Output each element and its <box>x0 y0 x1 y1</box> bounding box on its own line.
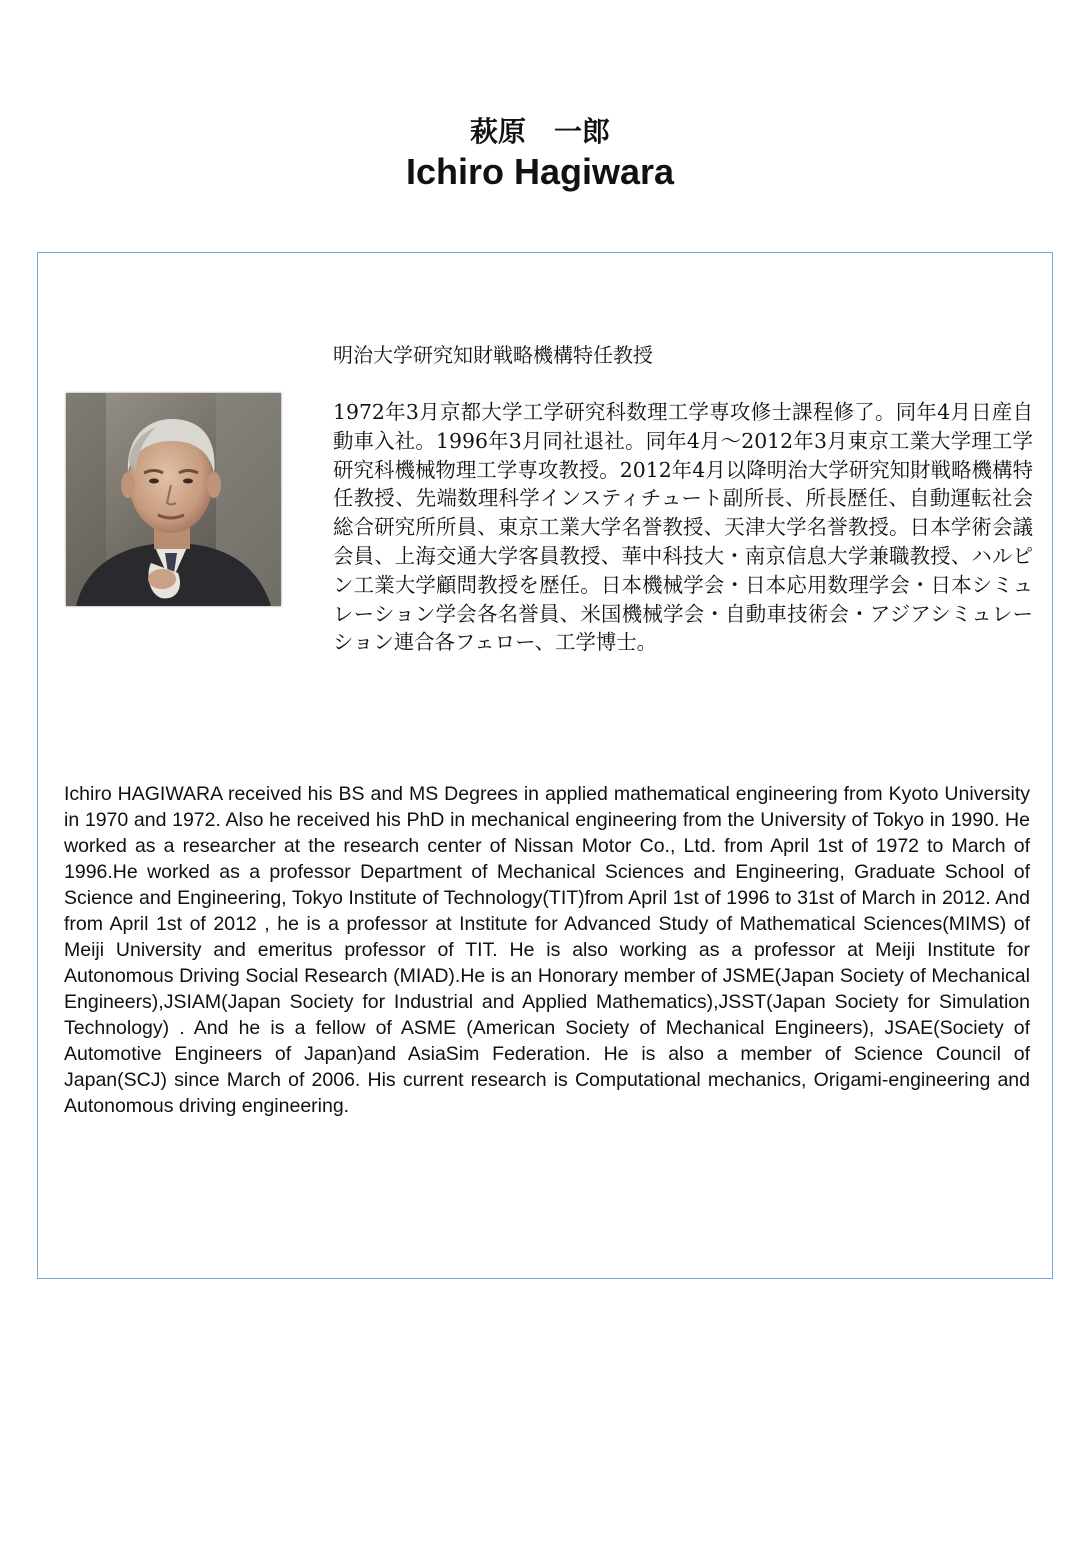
biography-english: Ichiro HAGIWARA received his BS and MS Degrees in applied mathematical engineering from Kyoto University in 1970 and 1972. Also he received his PhD in mechanical engineering from the University of Tokyo in 1990. He worked as a researcher at the research center of Nissan Motor Co., Ltd. from April 1st of 1972 to March of 1996.He worked as a professor Department of Mechanical Sciences and Engineering, Graduate School of Science and Engineering, Tokyo Institute of Technology(TIT)from April 1st of 1996 to 31st of March in 2012. And from April 1st of 2012 , he is a professor at Institute for Advanced Study of Mathematical Sciences(MIMS) of Meiji University and emeritus professor of TIT. He is also working as a professor at Meiji Institute for Autonomous Driving Social Research (MIAD).He is an Honorary member of JSME(Japan Society of Mechanical Engineers),JSIAM(Japan Society for Industrial and Applied Mathematics),JSST(Japan Society for Simulation Technology) . And he is a fellow of ASME (American Society of Mechanical Engineers), JSAE(Society of Automotive Engineers of Japan)and AsiaSim Federation. He is also a member of Science Council of Japan(SCJ) since March of 2006. His current research is Computational mechanics, Origami-engineering and Autonomous driving engineering. <box>64 783 1030 1117</box>
name-english: Ichiro Hagiwara <box>405 151 675 192</box>
biography-japanese: 1972年3月京都大学工学研究科数理工学専攻修士課程修了。同年4月日産自動車入社。1996年3月同社退社。同年4月～2012年3月東京工業大学理工学研究科機械物理工学専攻教授。2012年4月以降明治大学研究知財戦略機構特任教授、先端数理科学インスティチュート副所長、所長歴任、自動運転社会総合研究所所員、東京工業大学名誉教授、天津大学名誉教授。日本学術会議会員、上海交通大学客員教授、華中科技大・南京信息大学兼職教授、ハルピン工業大学顧問教授を歴任。日本機械学会・日本応用数理学会・日本シミュレーション学会各名誉員、米国機械学会・自動車技術会・アジアシミュレーション連合各フェロー、工学博士。 <box>333 400 1033 655</box>
biography-box <box>37 252 1053 1279</box>
name-japanese: 萩原 一郎 <box>469 115 610 148</box>
affiliation-japanese: 明治大学研究知財戦略機構特任教授 <box>333 343 653 367</box>
portrait-photo <box>66 393 281 606</box>
